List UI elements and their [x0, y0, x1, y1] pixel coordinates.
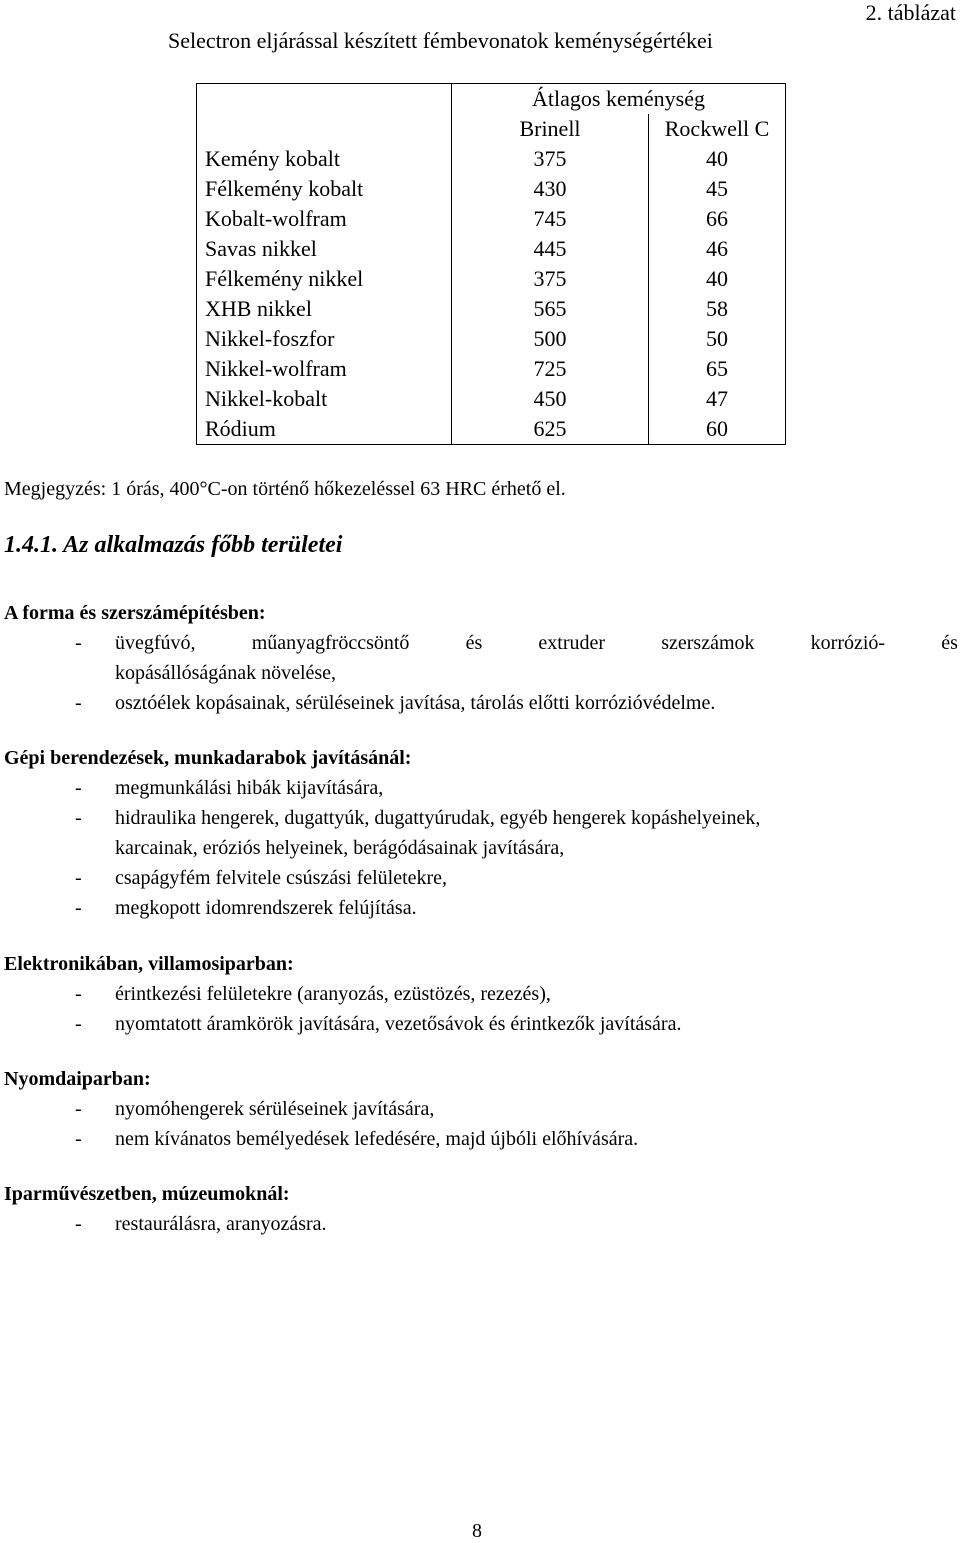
table-row: [197, 174, 786, 204]
material-name: Ródium: [197, 414, 452, 445]
page-number: 8: [472, 1520, 482, 1542]
table-subheader-row: [197, 114, 786, 144]
group-heading: Nyomdaiparban:: [4, 1068, 151, 1090]
material-name: Nikkel-wolfram: [197, 354, 452, 384]
brinell-value: 445: [452, 234, 649, 264]
table-body: [197, 144, 786, 445]
table-header-row: [197, 84, 786, 115]
list-item: nyomóhengerek sérüléseinek javítására,: [115, 1098, 435, 1120]
list-item: [115, 632, 958, 655]
material-name: XHB nikkel: [197, 294, 452, 324]
bullet-mark: -: [75, 777, 82, 799]
bullet-mark: -: [75, 867, 82, 889]
brinell-value: 375: [452, 144, 649, 174]
group-heading: Gépi berendezések, munkadarabok javításánál:: [4, 747, 412, 769]
bullet-mark: -: [75, 1013, 82, 1035]
brinell-value: 625: [452, 414, 649, 445]
rockwell-value: 45: [649, 174, 786, 204]
rockwell-value: 65: [649, 354, 786, 384]
list-item: nyomtatott áramkörök javítására, vezetősávok és érintkezők javítására.: [115, 1013, 682, 1035]
table-row: [197, 354, 786, 384]
rockwell-value: 66: [649, 204, 786, 234]
group-heading: Iparművészetben, múzeumoknál:: [4, 1183, 290, 1205]
rockwell-value: 60: [649, 414, 786, 445]
bullet-mark: -: [75, 983, 82, 1005]
brinell-value: 430: [452, 174, 649, 204]
list-item-word: és: [941, 632, 958, 654]
material-name: Nikkel-foszfor: [197, 324, 452, 354]
list-item: érintkezési felületekre (aranyozás, ezüstözés, rezezés),: [115, 983, 551, 1005]
note: Megjegyzés: 1 órás, 400°C-on történő hőkezeléssel 63 HRC érhető el.: [4, 478, 566, 500]
material-name: Kemény kobalt: [197, 144, 452, 174]
list-item-word: korrózió-: [810, 632, 886, 654]
list-item-word: extruder: [538, 632, 606, 654]
section-heading: 1.4.1. Az alkalmazás főbb területei: [4, 532, 343, 558]
table-header-empty: [197, 84, 452, 115]
bullet-mark: -: [75, 1213, 82, 1235]
brinell-value: 725: [452, 354, 649, 384]
rockwell-value: 40: [649, 144, 786, 174]
list-item: csapágyfém felvitele csúszási felületekre,: [115, 867, 448, 889]
list-item: megmunkálási hibák kijavítására,: [115, 777, 384, 799]
brinell-value: 450: [452, 384, 649, 414]
list-item: hidraulika hengerek, dugattyúk, dugattyúrudak, egyéb hengerek kopáshelyeinek,: [115, 807, 761, 829]
material-name: Kobalt-wolfram: [197, 204, 452, 234]
bullet-mark: -: [75, 632, 82, 654]
bullet-mark: -: [75, 1128, 82, 1150]
list-item-continuation: kopásállóságának növelése,: [115, 662, 337, 684]
group-heading: Elektronikában, villamosiparban:: [4, 953, 294, 975]
table-group-header: Átlagos keménység: [452, 84, 786, 115]
rockwell-value: 50: [649, 324, 786, 354]
brinell-value: 745: [452, 204, 649, 234]
list-item-word: üvegfúvó,: [115, 632, 196, 654]
table-number: 2. táblázat: [865, 0, 956, 25]
list-item: restaurálásra, aranyozásra.: [115, 1213, 327, 1235]
bullet-mark: -: [75, 692, 82, 714]
list-item: nem kívánatos bemélyedések lefedésére, majd újbóli előhívására.: [115, 1128, 639, 1150]
table-title: Selectron eljárással készített fémbevonatok keménységértékei: [168, 28, 713, 53]
rockwell-value: 47: [649, 384, 786, 414]
table-row: [197, 204, 786, 234]
brinell-value: 375: [452, 264, 649, 294]
hardness-table: [196, 83, 786, 445]
table-row: [197, 264, 786, 294]
table-row: [197, 294, 786, 324]
brinell-value: 565: [452, 294, 649, 324]
list-item-continuation: karcainak, eróziós helyeinek, berágódásainak javítására,: [115, 837, 565, 859]
column-header-rockwell: Rockwell C: [649, 114, 786, 144]
list-item-word: szerszámok: [661, 632, 755, 654]
table-row: [197, 144, 786, 174]
material-name: Félkemény nikkel: [197, 264, 452, 294]
list-item: osztóélek kopásainak, sérüléseinek javítása, tárolás előtti korrózióvédelme.: [115, 692, 716, 714]
list-item-word: és: [465, 632, 483, 654]
bullet-mark: -: [75, 897, 82, 919]
list-item-word: műanyagfröccsöntő: [251, 632, 410, 654]
table-row: [197, 234, 786, 264]
table-subheader-empty: [197, 114, 452, 144]
column-header-brinell: Brinell: [452, 114, 649, 144]
table-row: [197, 414, 786, 445]
material-name: Félkemény kobalt: [197, 174, 452, 204]
bullet-mark: -: [75, 1098, 82, 1120]
material-name: Nikkel-kobalt: [197, 384, 452, 414]
material-name: Savas nikkel: [197, 234, 452, 264]
rockwell-value: 40: [649, 264, 786, 294]
rockwell-value: 46: [649, 234, 786, 264]
table-row: [197, 324, 786, 354]
rockwell-value: 58: [649, 294, 786, 324]
list-item: megkopott idomrendszerek felújítása.: [115, 897, 417, 919]
table-row: [197, 384, 786, 414]
group-heading: A forma és szerszámépítésben:: [4, 602, 266, 624]
brinell-value: 500: [452, 324, 649, 354]
bullet-mark: -: [75, 807, 82, 829]
